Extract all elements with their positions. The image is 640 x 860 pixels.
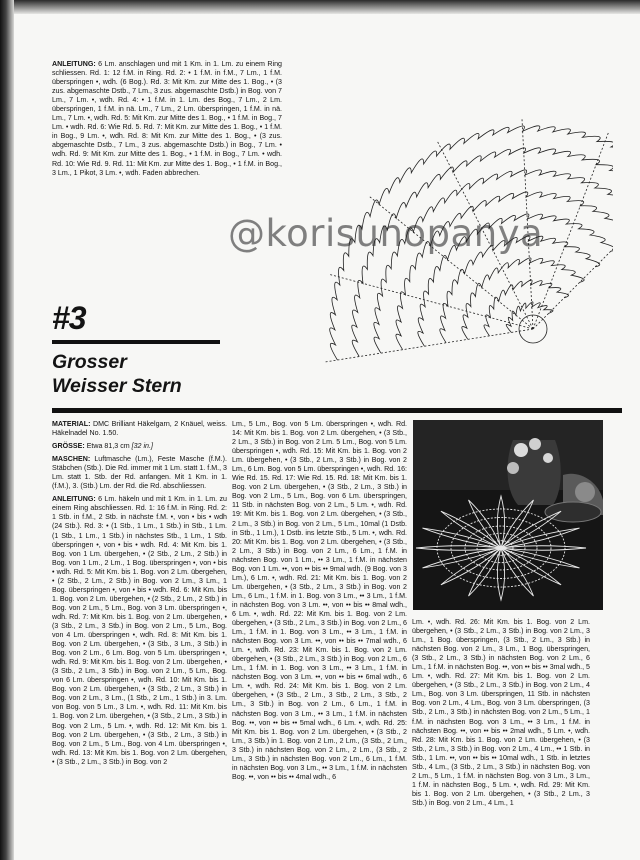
- main-instructions-col1: 6 Lm. häkeln und mit 1 Km. in 1. Lm. zu einem Ring abschliessen. Rd. 1: 16 f.M. in Ring. Rd. 2: 1 Stb. in f.M., 2 Stb. in nächste f.M. •, von • bis • wdh (24 Stb.). Rd. 3: • (1 Stb., 1 Lm., 1 Stb.) in Stb., 1 Lm. (1 Stb., 1 Lm., 1 Stb.) in nächstes Stb., 1 Lm., 1 Stb. überspringen •, von • bis • wdh. Rd. 4: Mit Km. bis 1. Bog. von 1 Lm. übergehen, • (2 Stb., 2 Lm., 2 Stb.) in Bog. von 1 Lm., 2 Lm., 1 Bog. überspringen •, von • bis • wdh. Rd. 5: Mit Km. bis 1. Bog. von 2 Lm. übergehen, • (2 Stb., 2 Lm., 2 Stb.) in Bog. von 2 Lm., 3 Lm., 1 Bog. überspringen •, von • bis • wdh. Rd. 6: Mit Km. bis 1. Bog. von 2 Lm. übergehen, • (2 Stb., 2 Lm., 2 Stb.) in Bog. von 2 Lm., 5 Lm., Bog. von 3 Lm. überspringen •, wdh. Rd. 7: Mit Km. bis 1. Bog. von 2 Lm. übergehen, • (3 Stb., 2 Lm., 3 Stb.) in Bog. von 2 Lm., 5 Lm., Bog. von 4 Lm. überspringen •, wdh. Rd. 8: Mit Km. bis 1. Bog. von 2 Lm. übergehen, • (3 Stb., 3 Lm., 3 Stb.) in Bog. von 2 Lm., 6 Lm. Bog. von 5 Lm. überspringen •, wdh. Rd. 9: Mit Km. bis 1. Bog. von 2 Lm. übergehen, • (3 Stb., 2 Lm., 3 Stb.) in Bog. von 2 Lm., 5 Lm., Bog. von 6 Lm. überspringen •, wdh. Rd. 10: Mit Km. bis 1. Bog. von 2 Lm. übergehen, • (3 Stb., 2 Lm., 3 Stb.) in Bog. von 2 Lm., 3 Lm., (1 Stb., 2 Lm., 1 Stb.) in 3. Lm. von Bog. von 5 Lm., 3 Lm. •, wdh. Rd. 11: Mit Km. bis 1. Bog. von 2 Lm. übergehen, • (3 Stb., 2 Lm., 3 Stb.) in Bog. von 2 Lm., 5 Lm. •, wdh. Rd. 12: Mit Km. bis 1. Bog. von 2 Lm. übergehen, • (3 Stb., 2 Lm., 3 Stb.) in Bog. von 2 Lm., 5 Lm., Bog. von 4 Lm. überspringen •, wdh. Rd. 13: Mit Km. bis 1. Bog. von 2 Lm. übergehen, • (3 Stb., 2 Lm., 3 Stb.) in Bog. von 2: [52, 495, 227, 766]
- top-instructions-text: 6 Lm. anschlagen und mit 1 Km. in 1. Lm. zu einem Ring schliessen. Rd. 1: 12 f.M. in Ring. Rd. 2: • 1 f.M. in f.M., 7 Lm., 1 f.M. überspringen •, wdh. (6 Bog.). Rd. 3: Mit Km. zur Mitte des 1. Bog., • (3 zus. abgemaschte Dstb., 7 Lm., 3 zus. abgemaschte Dstb.) in Bog. von 7 Lm., 7 Lm. •, wdh. Rd. 4: • 1 f.M. in 1. Lm. des Bog., 7 Lm., 2 Lm. überspringen, 1 f.M. in nä. Lm., 7 Lm., 2 Lm. überspringen, 1 f.M. in nä. Lm., 7 Lm. •, wdh. Rd. 5: Mit Km. zur Mitte des 1. Bog., • 1 f.M. in Bog., 7 Lm. • wdh. Rd. 6: Wie Rd. 5. Rd. 7: Mit Km. zur Mitte des 1. Bog., • 1 f.M. in Bog., 9 Lm. •, wdh. Rd. 8: Mit Km. zur Mitte des 1. Bog., • (3 zus. abgemaschte Dstb., 7 Lm., 3 zus. abgemaschte Dstb.) in Bog., 7 Lm. • wdh. Rd. 9: Mit Km. zur Mitte des 1. Bog., • 1 f.M. in Bog., 7 Lm. • wdh. Rd. 10: Wie Rd. 9. Rd. 11: Mit Km. zur Mitte des 1. Bog., • 1 f.M. in Bog., 3 Lm., 1 Pikot, 3 Lm. •, wdh. Faden abbrechen.: [52, 60, 282, 177]
- scan-binding-shadow: [0, 0, 14, 860]
- instructions-column-2: [232, 420, 407, 850]
- chart-spoke: [533, 181, 613, 330]
- chart-spoke: [326, 329, 533, 362]
- stitches-paragraph: [52, 455, 227, 491]
- pattern-title-line1: Grosser: [52, 351, 127, 373]
- stitches-text: Luftmasche (Lm.), Feste Masche (f.M.). Stäbchen (Stb.). Die Rd. immer mit 1 Lm. statt 1. f.M., 3 Lm. statt 1. Stb. der Rd. anfangen. Mit 1 Km. in 1. (f.M.), 3. (Stb.) Lm. der Rd. die Rd. abschliessen.: [52, 455, 227, 491]
- doily-photo: [413, 420, 603, 610]
- instructions-column-1: [52, 420, 227, 850]
- material-paragraph: [52, 420, 227, 438]
- chart-round: [506, 302, 553, 333]
- scan-top-edge: [0, 0, 640, 14]
- size-label: GRÖSSE:: [52, 442, 85, 451]
- pattern-title-line2: Weisser Stern: [52, 375, 182, 397]
- pattern-title: [52, 350, 182, 398]
- main-instructions-col3: Lm. •, wdh. Rd. 26: Mit Km. bis 1. Bog. von 2 Lm. übergehen, • (3 Stb., 2 Lm., 3 Stb.) in Bog. von 2 Lm., 3 Lm., 1 Bog. überspringen, (3 Stb., 2 Lm., 3 Stb.) in nächsten Bog. von 2 Lm., 3 Lm., 1 Bog. überspringen, (3 Stb., 2 Lm., 3 Stb.) in nächsten Bog. von 2 Lm., 6 Lm., 1 f.M. in nächsten Bog. ••, von •• bis •• 3mal wdh., 5 Lm. •, wdh. Rd. 27: Mit Km. bis 1. Bog. von 2 Lm. übergehen, • (3 Stb., 2 Lm., 3 Stb.) in Bog. von 2 Lm., 4 Lm., Bog. von 3 Lm. überspringen, 11 Stb. in nächsten Bog. von 2 Lm., 4 Lm., Bog. von 3 Lm. überspringen, (3 Stb., 2 Lm., 3 Stb.) in nächsten Bog. von 2 Lm., 5 Lm., 1 f.M. in nächsten Bog. von 3 Lm., •• 3 Lm., 1 f.M. in nächsten Bog. ••, von •• bis •• 2mal wdh., 5 Lm. •, wdh. Rd. 28: Mit Km. bis 1. Bog. von 2 Lm. übergehen, • (3 Stb., 2 Lm., 3 Stb.) in Bog. von 2 Lm., 4 Lm., •• 1 Stb. in Stb., 1 Lm. ••, von •• bis •• 10mal wdh., 1 Stb. in letztes Stb., 4 Lm., (3 Stb., 2 Lm., 3 Stb.) in nächsten Bog. von 2 Lm., 5 Lm., 1 f.M. in nächsten Bog. von 3 Lm., 3 Lm., 1 f.M. in nächsten Bog., 5 Lm. •, wdh. Rd. 29: Mit Km. bis 1. Bog. von 2 Lm. übergehen, • (3 Stb., 2 Lm., 3 Stb.) in Bog. von 2 Lm., 4 Lm., 1: [412, 618, 590, 807]
- size-paragraph: [52, 442, 227, 451]
- chart-spoke: [330, 275, 533, 329]
- material-label: MATERIAL:: [52, 420, 91, 428]
- section-rule: [52, 408, 622, 413]
- instructions-column-3: [412, 618, 590, 850]
- watermark: @korisunopanya: [228, 212, 544, 255]
- chart-round: [374, 170, 613, 353]
- pattern-number: #3: [52, 300, 86, 336]
- chart-round: [462, 258, 584, 339]
- main-instructions-col2: Lm., 5 Lm., Bog. von 5 Lm. überspringen •, wdh. Rd. 14: Mit Km. bis 1. Bog. von 2 Lm. übergehen, • (3 Stb., 2 Lm., 3 Stb.) in Bog. von 2 Lm. 5 Lm., Bog. von 5 Lm. überspringen •, wdh. Rd. 15: Mit Km. bis 1. Bog. von 2 Lm. übergehen, • (3 Stb., 2 Lm., 3 Stb.) in Bog. von 2 Lm., 6 Lm. Bog. von 5 Lm. überspringen •, wdh. Rd. 16: Wie Rd. 15. Rd. 17: Wie Rd. 15. Rd. 18: Mit Km. bis 1. Bog. von 2 Lm. übergehen, • (3 Stb., 2 Lm., 3 Stb.) in Bog. von 2 Lm., 5 Lm., Bog. von 6 Lm. überspringen, 11 Stb. in nächsten Bog. von 2 Lm., 5 Lm. •, wdh. Rd. 19: Mit Km. bis 1. Bog. von 2 Lm. übergehen, • (3 Stb., 2 Lm., 3 Stb.) in Bog. von 2 Lm., 5 Lm., 10mal (1 Dstb. in Stb., 1 Lm.), 1 Dstb. ins letzte Stb., 5 Lm. •, wdh. Rd. 20: Mit Km. bis 1. Bog. von 2 Lm. übergehen, • (3 Stb., 2 Lm., 3 Stb.) in Bog. von 2 Lm., 6 Lm., 1 f.M. in nächsten Bog. von 1 Lm., •• 3 Lm., 1 f.M. in nächsten Bog. von 1 Lm. ••, von •• bis •• 9mal wdh. (9 Bog. von 3 Lm.), 6 Lm. •, wdh. Rd. 21: Mit Km. bis 1. Bog. von 2 Lm. übergehen, • (3 Stb., 2 Lm., 3 Stb.) in Bog. von 2 Lm., 6 Lm., 1 f.M. in 1. Bog. von 3 Lm., •• 3 Lm., 1 f.M. in nächsten Bog. von 3 Lm. ••, von •• bis •• 8mal wdh., 6 Lm. •, wdh. Rd. 22: Mit Km. bis 1. Bog. von 2 Lm. übergehen, • (3 Stb., 2 Lm., 3 Stb.) in Bog. von 2 Lm., 6 Lm., 1 f.M. in 1. Bog. von 3 Lm., •• 3 Lm., 1 f.M. in nächsten Bog. von 3 Lm. ••, von •• bis •• 7mal wdh., 6 Lm. •, wdh. Rd. 23: Mit Km. bis 1. Bog. von 2 Lm. übergehen, • (3 Stb., 2 Lm., 3 Stb.) in Bog. von 2 Lm., 6 Lm., 1 f.M. in 1. Bog. von 3 Lm., •• 3 Lm., 1 f.M. in nächsten Bog. von 3 Lm. ••, von •• bis •• 6mal wdh., 6 Lm. •, wdh. Rd. 24: Mit Km. bis 1. Bog. von 2 Lm. übergehen, • (3 Stb., 2 Lm., 3 Stb., 2 Lm., 3 Stb., 2 Lm., 3 Stb.) in Bog. von 2 Lm., 6 Lm., 1 f.M. in nächsten Bog. von 3 Lm., •• 3 Lm., 1 f.M. in nächsten Bog. ••, von •• bis •• 5mal wdh., 6 Lm. •, wdh. Rd. 25: Mit Km. bis 1. Bog. von 2 Lm. übergehen, • (3 Stb., 2 Lm., 3 Stb.) in 1. Bog. von 2 Lm., 2 Lm., (3 Stb., 2 Lm., 3 Stb.) in nächsten Bog. von 2 Lm., 2 Lm., (3 Stb., 2 Lm., 3 Stb.) in nächsten Bog. von 2 Lm., 6 Lm., 1 f.M. in nächsten Bog. von 3 Lm., •• 3 Lm., 1 f.M. in nächsten Bog. ••, von •• bis •• 4mal wdh., 6: [232, 420, 407, 781]
- material-text: DMC Brilliant Häkelgarn, 2 Knäuel, weiss. Häkelnadel No. 1.50.: [52, 420, 227, 438]
- heading-rule: [52, 340, 220, 344]
- main-instructions-paragraph: [52, 495, 227, 766]
- stitches-label: MASCHEN:: [52, 455, 91, 464]
- size-text: Etwa 81,3 cm: [84, 442, 132, 451]
- main-instructions-label: ANLEITUNG:: [52, 495, 96, 504]
- size-inches: [32 in.]: [131, 442, 153, 451]
- top-instructions-label: ANLEITUNG:: [52, 60, 96, 68]
- chart-spoke: [533, 133, 608, 329]
